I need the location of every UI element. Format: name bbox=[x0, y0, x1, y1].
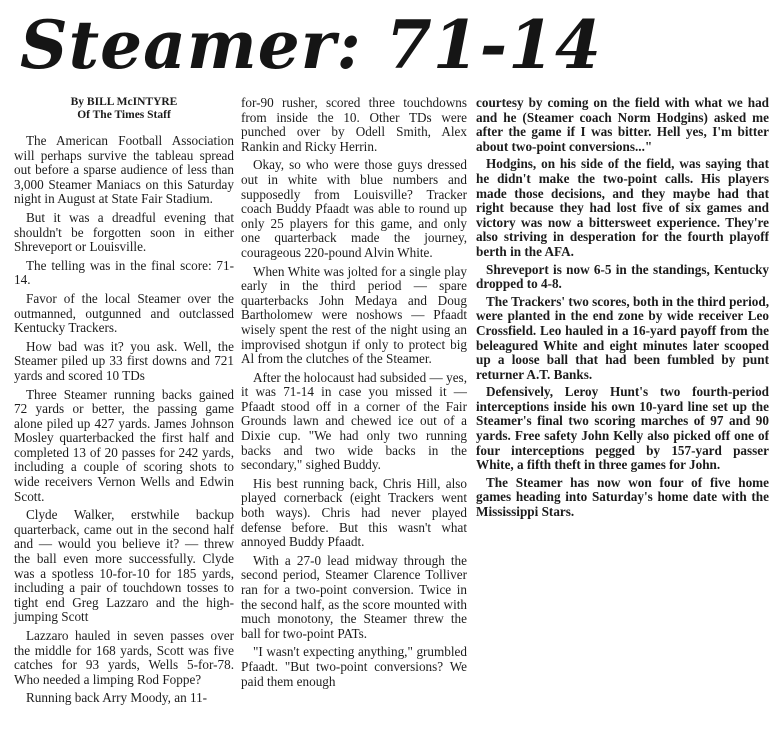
byline-author: By BILL McINTYRE bbox=[70, 96, 178, 108]
paragraph: The American Football Association will perhaps survive the tableau spread out before a sparse audience of less than 3,000 Steamer Maniacs on this Saturday night in August at State Fair Stadium. bbox=[14, 133, 234, 207]
paragraph: But it was a dreadful evening that shouldn't be forgotten soon in either Shreveport or Louisville. bbox=[14, 209, 234, 255]
paragraph: "I wasn't expecting anything," grumbled Pfaadt. "But two-point conversions? We paid them enough bbox=[241, 644, 467, 689]
paragraph: How bad was it? you ask. Well, the Steamer piled up 33 first downs and 721 yards and scored 10 TDs bbox=[14, 338, 234, 383]
column-2 bbox=[241, 96, 467, 732]
paragraph: When White was jolted for a single play early in the third period — spare quarterbacks John Medaya and Doug Bartholomew were noshows — Pfaadt wisely spent the rest of the night using an improvised shotgun if only to protect big Al from the clutches of the Steamer. bbox=[241, 263, 467, 367]
paragraph: Clyde Walker, erstwhile backup quarterback, came out in the second half and — would you believe it? — threw the ball even more successfully. Clyde was a spotless 10-for-10 for 185 yards, including a pair of touchdown tosses to tight end Greg Lazzaro and the high-jumping Scott bbox=[14, 507, 234, 625]
headline: Steamer: 71-14 bbox=[20, 6, 602, 84]
paragraph: The telling was in the final score: 71-14. bbox=[14, 257, 234, 288]
paragraph: Shreveport is now 6-5 in the standings, Kentucky dropped to 4-8. bbox=[476, 261, 769, 292]
paragraph: Hodgins, on his side of the field, was saying that he didn't make the two-point calls. His players made those decisions, and they maybe had that right because they had lost five of six games and victory was now a bittersweet experience. They're also striving in desperation for the fourth playoff berth in the AFA. bbox=[476, 156, 769, 259]
column-3 bbox=[476, 95, 769, 520]
byline-staff: Of The Times Staff bbox=[77, 109, 171, 121]
paragraph: Okay, so who were those guys dressed out in white with blue numbers and supposedly from Louisville? Tracker coach Buddy Pfaadt was able to round up only 25 players for this game, and only one quarterback made the journey, courageous 220-pound Alvin White. bbox=[241, 157, 467, 260]
paragraph: for-90 rusher, scored three touchdowns from inside the 10. Other TDs were punched over by Odell Smith, Alex Rankin and Ricky Herrin. bbox=[241, 95, 467, 154]
paragraph: After the holocaust had subsided — yes, it was 71-14 in case you missed it — Pfaadt stood off in a corner of the Fair Grounds lawn and chewed ice out of a Dixie cup. "We had only two running backs and two wide backs in the secondary," sighed Buddy. bbox=[241, 369, 467, 473]
paragraph: With a 27-0 lead midway through the second period, Steamer Clarence Tolliver ran for a two-point conversion. Twice in the second half, as the score mounted with much monotony, the Steamer threw the ball for two-point PATs. bbox=[241, 552, 467, 641]
paragraph: The Steamer has now won four of five home games heading into Saturday's home date with the Mississippi Stars. bbox=[476, 474, 769, 520]
paragraph: Defensively, Leroy Hunt's two fourth-period interceptions inside his own 10-yard line set up the Steamer's final two scoring marches of 97 and 90 yards. Free safety John Kelly also picked off one of four interceptions pegged by 157-yard passer White, a fifth theft in three games for John. bbox=[476, 384, 769, 473]
paragraph: Running back Arry Moody, an 11- bbox=[26, 690, 208, 706]
paragraph: courtesy by coming on the field with what we had and he (Steamer coach Norm Hodgins) asked me after the game if I was bitter. Hell yes, I'm bitter about two-point conversions..." bbox=[476, 95, 769, 154]
column-1 bbox=[14, 96, 234, 732]
paragraph: His best running back, Chris Hill, also played cornerback (eight Trackers went both ways). Chris had never played defense before. But this wasn't what annoyed Buddy Pfaadt. bbox=[241, 475, 467, 550]
paragraph: Lazzaro hauled in seven passes over the middle for 168 yards, Scott was five catches for 93 yards, Wells 5-for-78. Who needed a limping Rod Foppe? bbox=[14, 628, 234, 687]
paragraph: The Trackers' two scores, both in the third period, were planted in the end zone by wide receiver Leo Crossfield. Leo hauled in a 16-yard payoff from the beleagured White and eight minutes later scooped up a loose ball that had been fumbled by punt returner A.T. Banks. bbox=[476, 293, 769, 382]
paragraph: Three Steamer running backs gained 72 yards or better, the passing game alone piled up 427 yards. James Johnson Mosley quarterbacked the first half and completed 13 of 20 passes for 242 yards, including a couple of scoring shots to wide receivers Vernon Wells and Edwin Scott. bbox=[14, 386, 234, 504]
paragraph: Favor of the local Steamer over the outmanned, outgunned and outclassed Kentucky Trackers. bbox=[14, 290, 234, 336]
